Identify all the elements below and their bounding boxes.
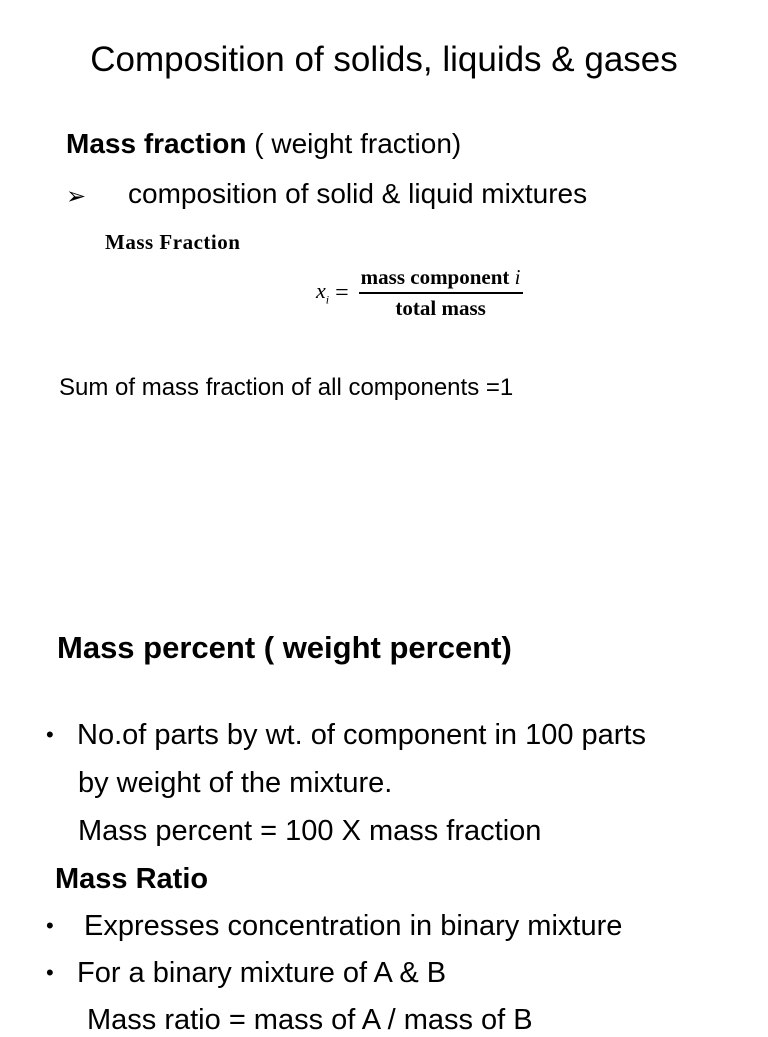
- mass-percent-definition-line1: No.of parts by wt. of component in 100 parts: [77, 719, 647, 751]
- mass-ratio-bullet2: For a binary mixture of A & B: [77, 957, 447, 989]
- sum-of-fractions-note: Sum of mass fraction of all components =1: [59, 374, 514, 401]
- mass-percent-heading: Mass percent ( weight percent): [57, 630, 512, 665]
- mass-fraction-formula: [316, 265, 523, 321]
- round-bullet-icon: •: [46, 722, 54, 747]
- formula-numerator-text: mass component: [360, 265, 510, 289]
- mass-ratio-formula-line: Mass ratio = mass of A / mass of B: [87, 1004, 533, 1036]
- composition-bullet-text: composition of solid & liquid mixtures: [128, 178, 588, 209]
- formula-variable-symbol: x: [316, 278, 326, 304]
- round-bullet-icon: •: [46, 913, 54, 938]
- formula-numerator-index: i: [514, 265, 521, 289]
- formula-numerator: [359, 265, 523, 294]
- mass-ratio-bullet1: Expresses concentration in binary mixture: [84, 910, 623, 942]
- mass-percent-definition-line2: by weight of the mixture.: [78, 767, 393, 799]
- mass-ratio-heading: Mass Ratio: [55, 863, 209, 895]
- mass-fraction-heading: [66, 128, 461, 160]
- formula-caption: Mass Fraction: [105, 230, 241, 254]
- formula-variable-subscript: i: [325, 292, 330, 307]
- arrow-bullet-icon: ➢: [66, 182, 87, 210]
- formula-denominator: total mass: [395, 296, 486, 320]
- formula-fraction: [359, 265, 523, 321]
- mass-fraction-heading-bold: Mass fraction: [66, 128, 247, 159]
- mass-percent-formula-line: Mass percent = 100 X mass fraction: [78, 815, 542, 847]
- formula-variable: [316, 278, 329, 307]
- mass-fraction-heading-rest: ( weight fraction): [246, 128, 462, 159]
- slide-title: Composition of solids, liquids & gases: [90, 40, 678, 79]
- formula-equals: =: [335, 279, 349, 306]
- round-bullet-icon: •: [46, 960, 54, 985]
